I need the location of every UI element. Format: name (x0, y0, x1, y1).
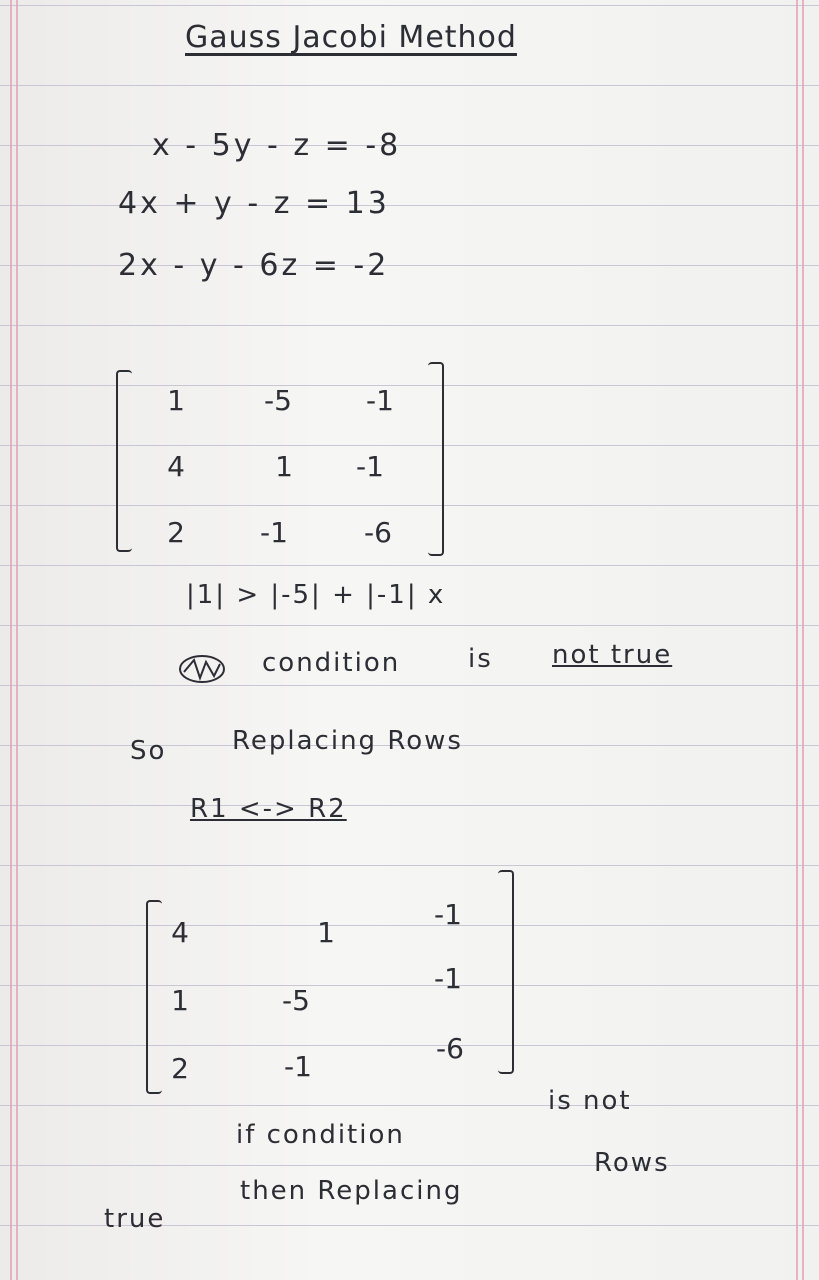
matrix-2-cell: -1 (434, 898, 462, 931)
page-title: Gauss Jacobi Method (185, 20, 517, 55)
condition-is: is (468, 644, 493, 674)
scribble-icon (176, 652, 228, 686)
equation-2: 4x + y - z = 13 (118, 186, 390, 221)
row-swap: R1 <-> R2 (190, 794, 347, 824)
matrix-2-cell: -1 (434, 962, 462, 995)
is-not-text: is not (548, 1086, 632, 1116)
matrix-1-cell: -1 (356, 450, 384, 483)
margin-line (796, 0, 798, 1280)
matrix-1-cell: -6 (364, 516, 392, 549)
matrix-2-cell: 1 (317, 916, 335, 949)
right-bracket (498, 870, 514, 1074)
dominance-check: |1| > |-5| + |-1| x (186, 580, 446, 610)
matrix-2-cell: 2 (171, 1052, 189, 1085)
matrix-2-cell: 1 (171, 984, 189, 1017)
rows-word: Rows (594, 1148, 670, 1178)
matrix-1-cell: 4 (167, 450, 185, 483)
matrix-1-cell: 1 (167, 384, 185, 417)
matrix-1-cell: 2 (167, 516, 185, 549)
margin-line (802, 0, 804, 1280)
then-replacing-text: then Replacing (240, 1176, 463, 1206)
left-bracket (116, 370, 132, 552)
replacing-rows-text: Replacing Rows (232, 726, 463, 756)
matrix-2-cell: 4 (171, 916, 189, 949)
matrix-2-cell: -5 (282, 984, 310, 1017)
right-bracket (428, 362, 444, 556)
so-text: So (130, 736, 167, 766)
matrix-1-cell: 1 (275, 450, 293, 483)
equation-3: 2x - y - 6z = -2 (118, 248, 390, 283)
condition-label: condition (262, 648, 401, 678)
if-condition-text: if condition (236, 1120, 405, 1150)
matrix-2-cell: -6 (436, 1032, 464, 1065)
true-word: true (104, 1204, 166, 1234)
margin-line (10, 0, 12, 1280)
condition-not-true: not true (552, 640, 673, 670)
matrix-1-cell: -5 (264, 384, 292, 417)
margin-line (16, 0, 18, 1280)
matrix-2-cell: -1 (284, 1050, 312, 1083)
matrix-1-cell: -1 (366, 384, 394, 417)
matrix-1-cell: -1 (260, 516, 288, 549)
equation-1: x - 5y - z = -8 (152, 128, 402, 163)
